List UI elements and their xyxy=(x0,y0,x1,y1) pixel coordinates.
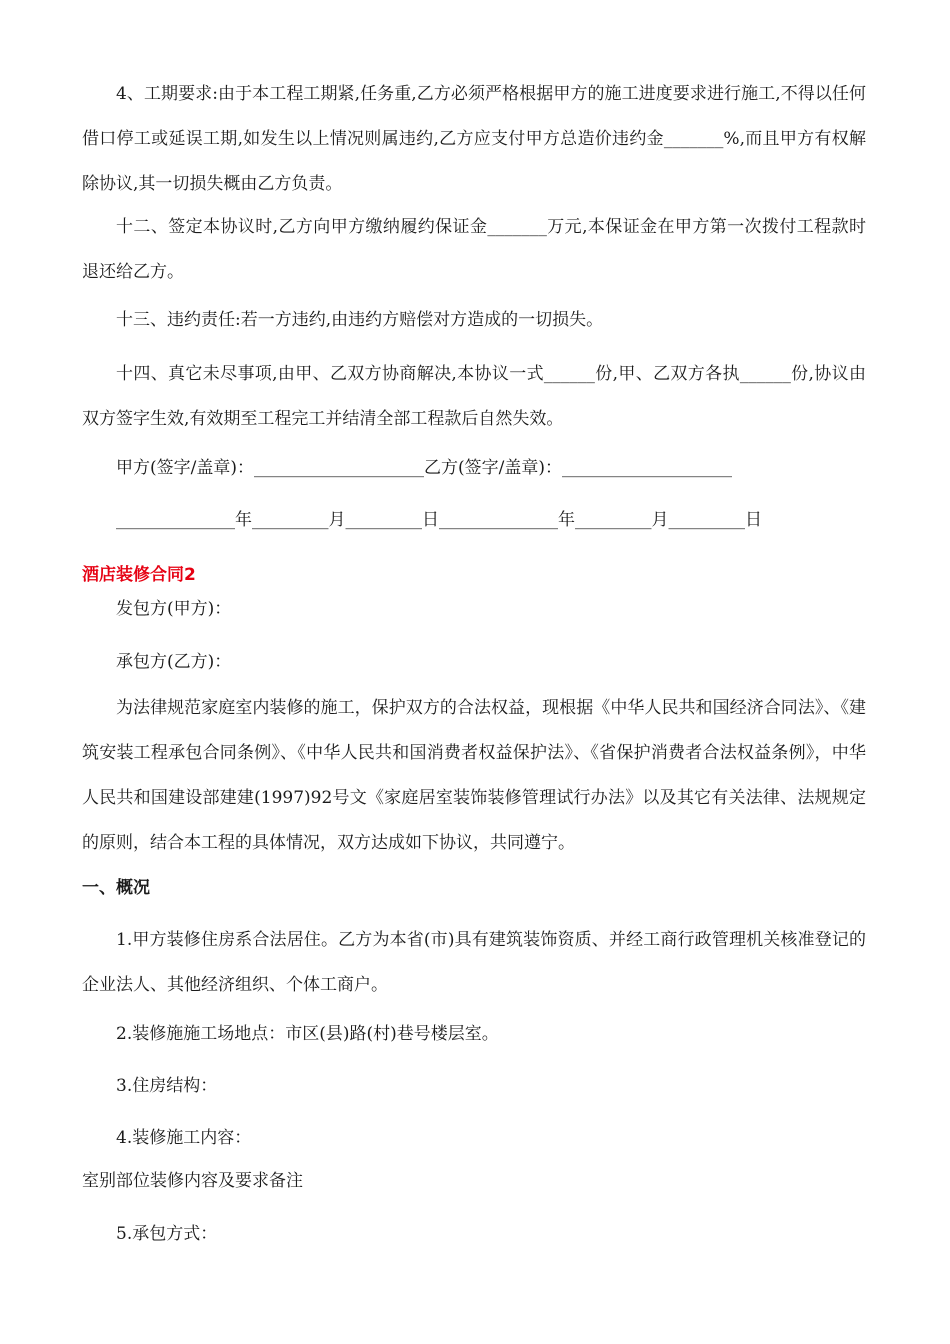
clause-12-deposit: 十二、签定本协议时,乙方向甲方缴纳履约保证金_______万元,本保证金在甲方第一次拨付工程款时退还给乙方。 xyxy=(82,217,866,282)
clause-13-liability: 十三、违约责任:若一方违约,由违约方赔偿对方造成的一切损失。 xyxy=(116,310,604,330)
table-header-row: 室别部位装修内容及要求备注 xyxy=(82,1171,303,1191)
overview-item-5: 5.承包方式： xyxy=(116,1224,218,1244)
section-heading-overview: 一、概况 xyxy=(82,878,150,898)
clause-14-misc: 十四、真它未尽事项,由甲、乙双方协商解决,本协议一式______份,甲、乙双方各执______份,协议由双方签字生效,有效期至工程完工并结清全部工程款后自然失效。 xyxy=(82,364,866,429)
overview-item-4: 4.装修施工内容： xyxy=(116,1128,252,1148)
intro-paragraph: 为法律规范家庭室内装修的施工，保护双方的合法权益，现根据《中华人民共和国经济合同法》、《建筑安装工程承包合同条例》、《中华人民共和国消费者权益保护法》、《省保护消费者合法权益条例》，中华人民共和国建设部建建(1997)92号文《家庭居室装饰装修管理试行办法》以及其它有关法律、法规规定的原则，结合本工程的具体情况，双方达成如下协议，共同遵宁。 xyxy=(82,698,866,853)
party-b-label: 承包方(乙方)： xyxy=(116,652,232,672)
overview-item-1: 1.甲方装修住房系合法居住。乙方为本省(市)具有建筑装饰资质、并经工商行政管理机关核准登记的企业法人、其他经济组织、个体工商户。 xyxy=(82,930,866,995)
signature-line: 甲方(签字/盖章)：____________________乙方(签字/盖章)：____________________ xyxy=(116,458,732,478)
contract-2-title: 酒店装修合同2 xyxy=(82,565,196,585)
party-a-label: 发包方(甲方)： xyxy=(116,599,232,619)
date-line: ______________年_________月_________日______________年_________月_________日 xyxy=(116,510,762,530)
clause-4-schedule: 4、工期要求:由于本工程工期紧,任务重,乙方必须严格根据甲方的施工进度要求进行施工,不得以任何借口停工或延误工期,如发生以上情况则属违约,乙方应支付甲方总造价违约金_______%,而且甲方有权解除协议,其一切损失概由乙方负责。 xyxy=(82,84,866,194)
overview-item-3: 3.住房结构： xyxy=(116,1076,218,1096)
overview-item-2: 2.装修施施工场地点：市区(县)路(村)巷号楼层室。 xyxy=(116,1024,499,1044)
